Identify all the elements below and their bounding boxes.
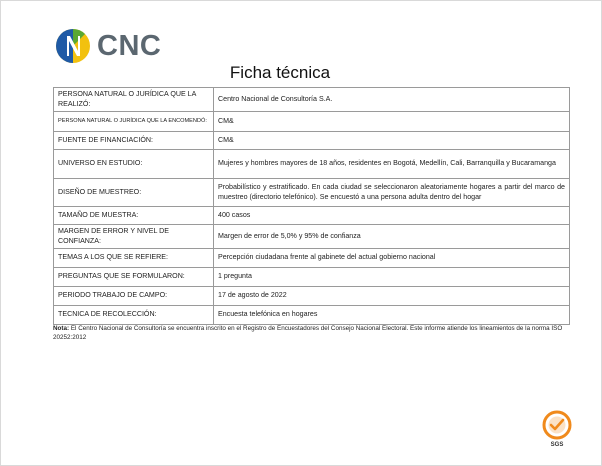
note-prefix: Nota: [53, 325, 70, 332]
row-label: TEMAS A LOS QUE SE REFIERE: [54, 249, 214, 268]
row-value: Centro Nacional de Consultoría S.A. [214, 88, 570, 112]
row-label: TECNICA DE RECOLECCIÓN: [54, 306, 214, 325]
page-title: Ficha técnica [229, 63, 331, 82]
row-label: DISEÑO DE MUESTREO: [54, 179, 214, 207]
row-label: UNIVERSO EN ESTUDIO: [54, 150, 214, 179]
row-value: 1 pregunta [214, 268, 570, 287]
table-row [54, 179, 570, 207]
note-text: El Centro Nacional de Consultoría se encuentra inscrito en el Registro de Encuestadores del Consejo Nacional Electoral. Este informe atiende los lineamientos de la norma ISO 20252:2012 [53, 325, 563, 341]
table-row [54, 225, 570, 249]
table-row [54, 249, 570, 268]
row-label: MARGEN DE ERROR Y NIVEL DE CONFIANZA: [54, 225, 214, 249]
row-value: Margen de error de 5,0% y 95% de confianza [214, 225, 570, 249]
table-row [54, 207, 570, 225]
row-value: Percepción ciudadana frente al gabinete del actual gobierno nacional [214, 249, 570, 268]
table-row [54, 150, 570, 179]
sgs-certification-seal-icon [540, 410, 574, 450]
table-row [54, 268, 570, 287]
cnc-logo [56, 29, 161, 63]
row-value: CM& [214, 112, 570, 132]
table-row [54, 88, 570, 112]
technical-sheet-table [53, 87, 570, 325]
row-value: 17 de agosto de 2022 [214, 287, 570, 306]
table-row [54, 112, 570, 132]
row-value: Encuesta telefónica en hogares [214, 306, 570, 325]
logo-text: CNC [97, 29, 162, 62]
row-value: Mujeres y hombres mayores de 18 años, residentes en Bogotá, Medellín, Cali, Barranquilla y Bucaramanga [214, 150, 570, 179]
cnc-logo-icon [56, 29, 90, 63]
row-label: PERSONA NATURAL O JURÍDICA QUE LA REALIZÓ: [54, 88, 214, 112]
row-value: Probabilístico y estratificado. En cada ciudad se seleccionaron aleatoriamente hogares a partir del marco de muestreo (directorio telefónico). Se encuestó a una persona adulta dentro del hogar [214, 179, 570, 207]
footnote [53, 325, 568, 343]
row-label: PREGUNTAS QUE SE FORMULARON: [54, 268, 214, 287]
row-label: FUENTE DE FINANCIACIÓN: [54, 132, 214, 150]
table-row [54, 306, 570, 325]
seal-label: SGS [550, 442, 564, 448]
row-label: PERSONA NATURAL O JURÍDICA QUE LA ENCOMENDÓ: [54, 112, 214, 132]
row-value: CM& [214, 132, 570, 150]
table-row [54, 287, 570, 306]
row-value: 400 casos [214, 207, 570, 225]
row-label: TAMAÑO DE MUESTRA: [54, 207, 214, 225]
row-label: PERIODO TRABAJO DE CAMPO: [54, 287, 214, 306]
table-row [54, 132, 570, 150]
